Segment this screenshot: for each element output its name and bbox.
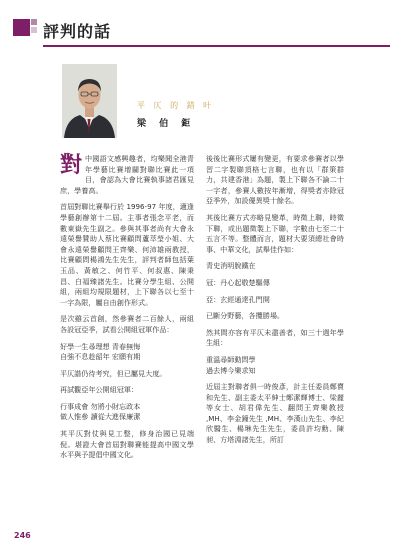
right-column [206,154,344,452]
paragraph: 首屆對聯比賽舉行於 1996-97 年度，適逢學藝創辦第十二屆。主事者張念平老，而數東嶽先生副之。參與其事者尚有大會永遠榮譽贊助人蔡比賽顧問蘆萃瑩小姐、大會永遠榮譽顧問王齊樂、何沛雄兩教授，比賽顧問楊鴻先生先生，評判者師包括葉玉品、黃敏之、何竹平、何叔惠、陳秉昌、白福臻諸先生。比賽分學生組、公開組，兩組均規限題材，上下聯各以七至十一字為限，屬自由創作形式。 [60,202,194,307]
paragraph: 青史消明脫鐵在 [206,261,256,271]
author-photo [62,64,117,138]
header-square-icon [13,19,30,36]
page-number: 246 [14,531,31,540]
couplet-line: 自強不息趁韶年 宏願有期 [60,352,141,362]
paragraph: 其平仄對仗與見工整，修身治國已見端倪。堪證大會首屆對聯賽能提高中國文學水平與予提倡中國文化。 [60,429,194,460]
couplet-line: 過去博今樂求知 [206,365,256,375]
paragraph: 已斷分野藝，各攬勝場。 [206,311,285,321]
couplet-line: 重溫尋師動問學 [206,354,256,364]
couplet-line: 好學一生尋理想 青春無悔 [60,341,141,351]
header-rule [43,45,390,47]
paragraph: 其後比賽方式亦略見變革，時徵上聯，時徵下聯，或出題徵製上下聯，字數由七至二十五言不等。整體而言，題材大要須總社會時事、中華文化，試舉佳作如： [206,212,344,254]
couplet-line: 行事成會 勿將小財忘政本 [60,401,141,411]
header-small-square-icon [31,27,37,33]
drop-cap: 對 [60,153,83,178]
paragraph: 然其間亦容有平仄未盡善者，如三十週年學生組： [206,327,344,348]
couplet-quote [206,355,344,376]
paragraph: 近屆主對聯者俱一時俊彥，計主任委員鄭賣和先生、副主委太平紳士鄭潔輝博士、梁麗等女士、胡君偉先生、翻問王齊樂教授 ,MH、李金鐘先生 ,MH、李漢山先生、李紀欣醫生、楊琳先生先生，委員許均勳、陳昶、方塔淵諸先生，所訂 [206,382,344,445]
article-subtitle: 平 仄 的 錯 叶 [137,101,215,110]
couplet-line: 做人惟參 讀從大進保廉潔 [60,412,141,422]
couplet-quote [60,342,194,363]
paragraph: 是次雖云首創，然參賽者二百餘人，兩組各設冠亞季，試看公開組冠軍作品： [60,314,194,334]
paragraph: 冠：丹心起敬楚驅傳 [206,277,270,287]
author-name: 梁 伯 鉅 [137,119,196,129]
couplet-quote [60,402,194,423]
section-title: 評判的話 [43,22,112,41]
paragraph: 亞：玄經通達孔門開 [206,294,270,304]
paragraph: 對中國語文感興趣者，均樂聞全港青年學藝比賽增闢對聯比賽此一項目，會認為大會比賽執事諸君匯見庶，學養高。 [60,153,194,195]
page-header [0,0,400,52]
left-column [60,154,194,467]
paragraph: 後後比賽形式屢有變更，有要求參賽者以學習二字製聯頂格七言聯，也有以「群策群力，共建香港」為題，製上下聯各不論二十一字者，參賽人數按年漸增，得獎者亦除冠亞季外，加設優異獎十餘名。 [206,154,344,206]
paragraph: 平仄諧仍待考究，但已屬見大度。 [60,368,167,378]
paragraph: 再試觀亞年公開組冠軍： [60,385,139,395]
header-small-square-icon [31,19,37,25]
